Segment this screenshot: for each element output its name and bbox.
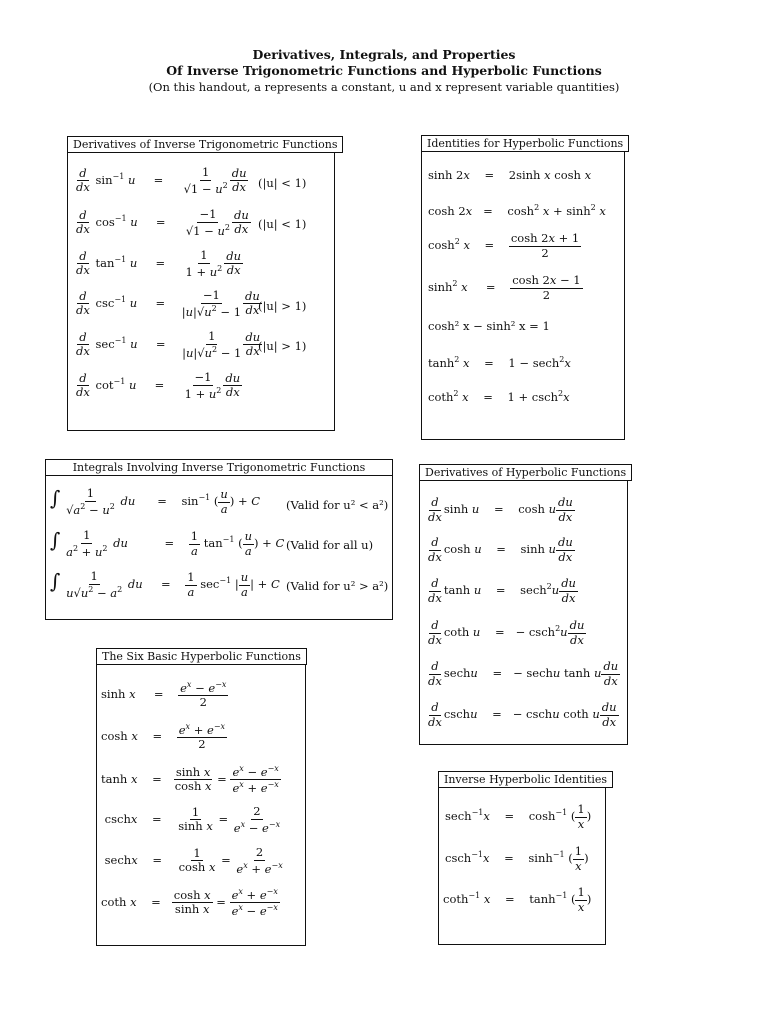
integral-arcsec: ∫ $\frac{1}{u√u^2 - a^2}$ du = $\frac{1}{a}$ $\sec^{-1}$ | $\frac{u}{a}$ | + C bbox=[50, 569, 280, 600]
integral-arctan-cond: (Valid for all u) bbox=[286, 538, 374, 552]
deriv-arcsin: $\frac{d}{dx}$ $\sin^{-1} u$ = $\frac{1}{√1 - u^2}$ $\frac{du}{dx}$ bbox=[76, 165, 247, 196]
deriv-arccot: $\frac{d}{dx}$ $\cot^{-1} u$ = $\frac{-1}{1 + u^2}$ $\frac{du}{dx}$ bbox=[76, 370, 241, 401]
deriv-tanh: $\frac{d}{dx}$ tanh u = sech$^2$u $\frac{du}{dx}$ bbox=[428, 576, 576, 605]
deriv-arcsin-cond: (|u| < 1) bbox=[258, 176, 307, 190]
deriv-sech: $\frac{d}{dx}$ sechu = − sechu tanh u $\frac{du}{dx}$ bbox=[428, 659, 619, 688]
identity-sinh-squared: $\sinh^2 x$ = $\frac{\cosh 2x - 1}{2}$ bbox=[428, 273, 581, 302]
deriv-arccsc: $\frac{d}{dx}$ $\csc^{-1} u$ = $\frac{-1}{|u|√u^2 - 1}$ $\frac{du}{dx}$ bbox=[76, 288, 260, 319]
inv-identity-csch: csch$^{-1}$x = $\sinh^{-1}$ ( $\frac{1}{x}$ ) bbox=[445, 844, 589, 873]
identity-tanh-squared: $\tanh^2 x$ = 1 − sech$^2$x bbox=[428, 355, 571, 370]
deriv-arccos-cond: (|u| < 1) bbox=[258, 217, 307, 231]
hyperbolic-derivatives-box bbox=[419, 464, 628, 745]
def-sinh: sinh x = $\frac{e^x - e^{-x}}{2}$ bbox=[101, 680, 227, 710]
deriv-sinh: $\frac{d}{dx}$ sinh u = cosh u $\frac{du}{dx}$ bbox=[428, 495, 573, 524]
identity-sinh2x: sinh 2x = 2sinh x cosh x bbox=[428, 168, 592, 182]
deriv-csch: $\frac{d}{dx}$ cschu = − cschu coth u $\frac{du}{dx}$ bbox=[428, 700, 617, 729]
def-coth: coth x = $\frac{\text{cosh x}}{\text{sinh x}}$ = $\frac{e^x + e^{-x}}{e^x - e^{-x}}$ bbox=[101, 887, 278, 919]
hyperbolic-derivatives-title: Derivatives of Hyperbolic Functions bbox=[419, 464, 632, 481]
inv-identity-coth: coth$^{-1}$ x = $\tanh^{-1}$ ( $\frac{1}{x}$ ) bbox=[443, 885, 592, 914]
inv-trig-derivatives-title: Derivatives of Inverse Trigonometric Functions bbox=[67, 136, 343, 153]
inv-trig-integrals-title: Integrals Involving Inverse Trigonometric Functions bbox=[45, 459, 393, 476]
integral-arcsec-cond: (Valid for u² > a²) bbox=[286, 579, 389, 593]
six-basic-hyperbolic-box bbox=[96, 648, 306, 946]
inv-identity-sech: sech$^{-1}$x = $\cosh^{-1}$ ( $\frac{1}{x}$ ) bbox=[445, 802, 592, 831]
integral-arctan: ∫ $\frac{1}{a^2 + u^2}$ du = $\frac{1}{a}$ $\tan^{-1}$ ( $\frac{u}{a}$ ) + C bbox=[50, 528, 285, 559]
page-title: Derivatives, Integrals, and Properties bbox=[252, 47, 516, 62]
six-basic-hyperbolic-title: The Six Basic Hyperbolic Functions bbox=[96, 648, 307, 665]
inverse-hyperbolic-identities-title: Inverse Hyperbolic Identities bbox=[438, 771, 613, 788]
identity-cosh-squared: $\cosh^2 x$ = $\frac{\cosh 2x + 1}{2}$ bbox=[428, 231, 580, 260]
identity-cosh2x: cosh 2x = $\cosh^2 x + \sinh^2 x$ bbox=[428, 203, 606, 218]
def-tanh: tanh x = $\frac{\text{sinh x}}{\text{cosh x}}$ = $\frac{e^x - e^{-x}}{e^x + e^{-x}}$ bbox=[101, 764, 279, 796]
hyperbolic-identities-box bbox=[421, 135, 625, 440]
def-cosh: cosh x = $\frac{e^x + e^{-x}}{2}$ bbox=[101, 722, 226, 752]
deriv-arcsec: $\frac{d}{dx}$ $\sec^{-1} u$ = $\frac{1}{|u|√u^2 - 1}$ $\frac{du}{dx}$ bbox=[76, 329, 261, 360]
integral-arcsin: ∫ $\frac{1}{√a^2 - u^2}$ du = $\sin^{-1}$ ( $\frac{u}{a}$ ) + C bbox=[50, 486, 261, 517]
hyperbolic-identities-title: Identities for Hyperbolic Functions bbox=[421, 135, 629, 152]
identity-difference: cosh² x − sinh² x = 1 bbox=[428, 319, 550, 333]
inverse-hyperbolic-identities-box bbox=[438, 771, 606, 945]
deriv-coth: $\frac{d}{dx}$ coth u = − csch$^2$u $\frac{du}{dx}$ bbox=[428, 618, 585, 647]
page-note: (On this handout, a represents a constant, u and x represent variable quantities) bbox=[148, 80, 620, 94]
deriv-cosh: $\frac{d}{dx}$ cosh u = sinh u $\frac{du}{dx}$ bbox=[428, 535, 573, 564]
integral-arcsin-cond: (Valid for u² < a²) bbox=[286, 498, 389, 512]
deriv-arccsc-cond: (|u| > 1) bbox=[258, 299, 307, 313]
page-subtitle: Of Inverse Trigonometric Functions and Hyperbolic Functions bbox=[166, 63, 602, 78]
def-csch: cschx = $\frac{1}{\text{sinh x}}$ = $\frac{2}{e^x - e^{-x}}$ bbox=[101, 804, 281, 835]
inv-trig-derivatives-box bbox=[67, 136, 338, 431]
deriv-arccos: $\frac{d}{dx}$ $\cos^{-1} u$ = $\frac{-1}{√1 - u^2}$ $\frac{du}{dx}$ bbox=[76, 207, 249, 238]
deriv-arctan: $\frac{d}{dx}$ $\tan^{-1} u$ = $\frac{1}{1 + u^2}$ $\frac{du}{dx}$ bbox=[76, 248, 242, 279]
def-sech: sechx = $\frac{1}{\text{cosh x}}$ = $\frac{2}{e^x + e^{-x}}$ bbox=[101, 845, 283, 876]
identity-coth-squared: coth$^2$ x = 1 + csch$^2$x bbox=[428, 389, 570, 404]
deriv-arcsec-cond: (|u| > 1) bbox=[258, 339, 307, 353]
inv-trig-integrals-box bbox=[45, 459, 393, 620]
